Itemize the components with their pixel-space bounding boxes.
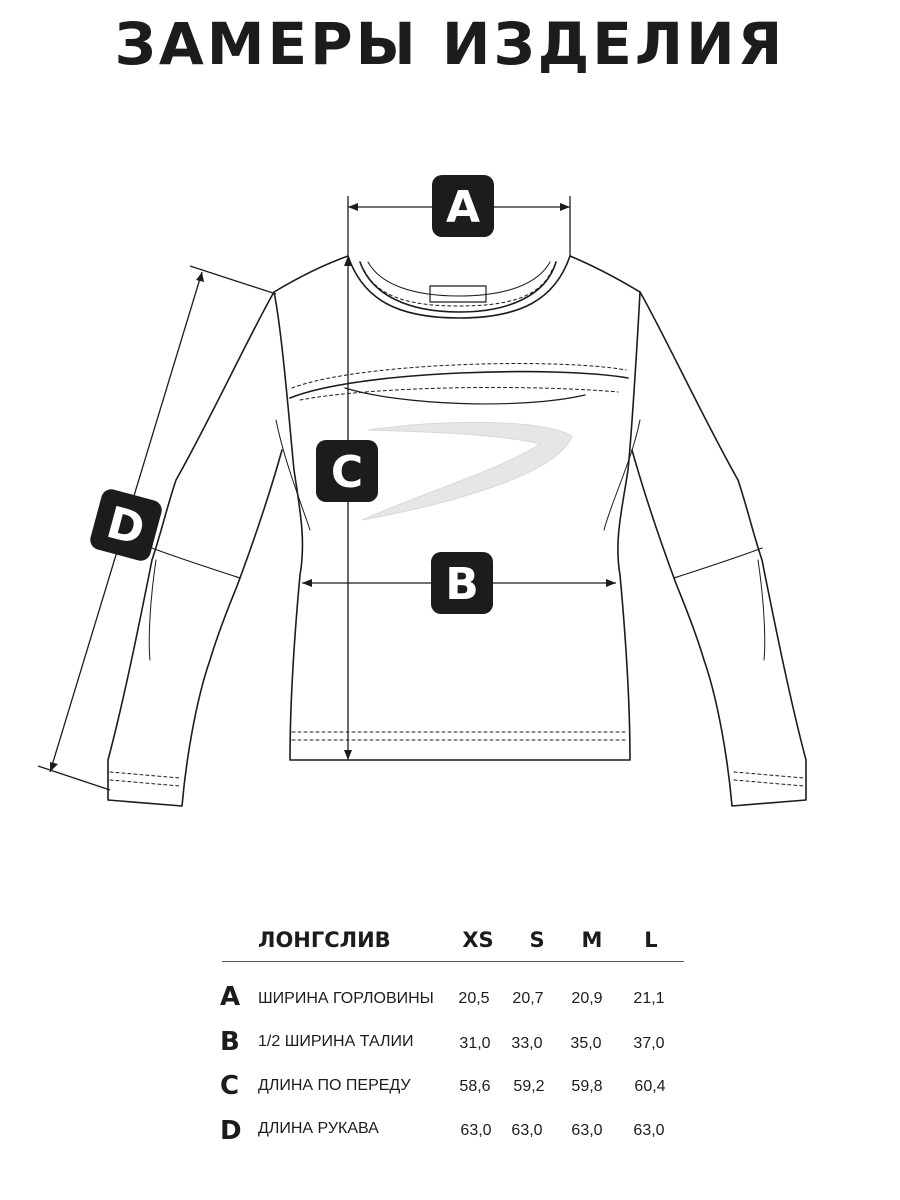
cell-m: 63,0 <box>571 1122 603 1139</box>
cell-s: 59,2 <box>513 1078 545 1095</box>
size-header-s: S <box>529 928 545 952</box>
svg-text:C: C <box>330 447 364 498</box>
neck-label <box>430 286 486 302</box>
table-product-header: ЛОНГСЛИВ <box>258 928 391 952</box>
cell-m: 59,8 <box>571 1078 603 1095</box>
badge-b <box>431 552 493 614</box>
cell-l: 60,4 <box>634 1078 666 1095</box>
cell-s: 20,7 <box>512 990 544 1007</box>
row-key: A <box>220 982 241 1012</box>
svg-text:A: A <box>445 182 481 233</box>
cell-xs: 63,0 <box>460 1122 492 1139</box>
badge-c <box>316 440 378 502</box>
right-sleeve <box>632 292 806 806</box>
row-key: B <box>220 1027 240 1057</box>
row-name: 1/2 ШИРИНА ТАЛИИ <box>258 1033 414 1050</box>
cell-xs: 58,6 <box>459 1078 491 1095</box>
cell-s: 33,0 <box>511 1035 543 1052</box>
size-header-xs: XS <box>462 928 494 952</box>
cell-l: 21,1 <box>633 990 665 1007</box>
cell-s: 63,0 <box>511 1122 543 1139</box>
brand-swoosh-icon <box>362 422 572 520</box>
svg-text:D: D <box>101 497 150 556</box>
table-divider <box>222 961 684 962</box>
cell-m: 20,9 <box>571 990 603 1007</box>
cell-l: 37,0 <box>633 1035 665 1052</box>
row-key: C <box>220 1071 240 1101</box>
neck-rib <box>364 270 552 306</box>
badge-a <box>432 175 494 237</box>
cell-xs: 31,0 <box>459 1035 491 1052</box>
row-name: ДЛИНА РУКАВА <box>258 1120 379 1137</box>
page-title: ЗАМЕРЫ ИЗДЕЛИЯ <box>114 10 786 78</box>
cell-m: 35,0 <box>570 1035 602 1052</box>
badge-d <box>88 487 164 563</box>
cell-xs: 20,5 <box>458 990 490 1007</box>
garment-body <box>274 256 640 760</box>
row-name: ШИРИНА ГОРЛОВИНЫ <box>258 990 434 1007</box>
row-key: D <box>220 1116 242 1146</box>
row-name: ДЛИНА ПО ПЕРЕДУ <box>258 1077 411 1094</box>
svg-text:B: B <box>445 559 479 610</box>
cell-l: 63,0 <box>633 1122 665 1139</box>
size-header-m: M <box>581 928 603 952</box>
size-header-l: L <box>644 928 658 952</box>
